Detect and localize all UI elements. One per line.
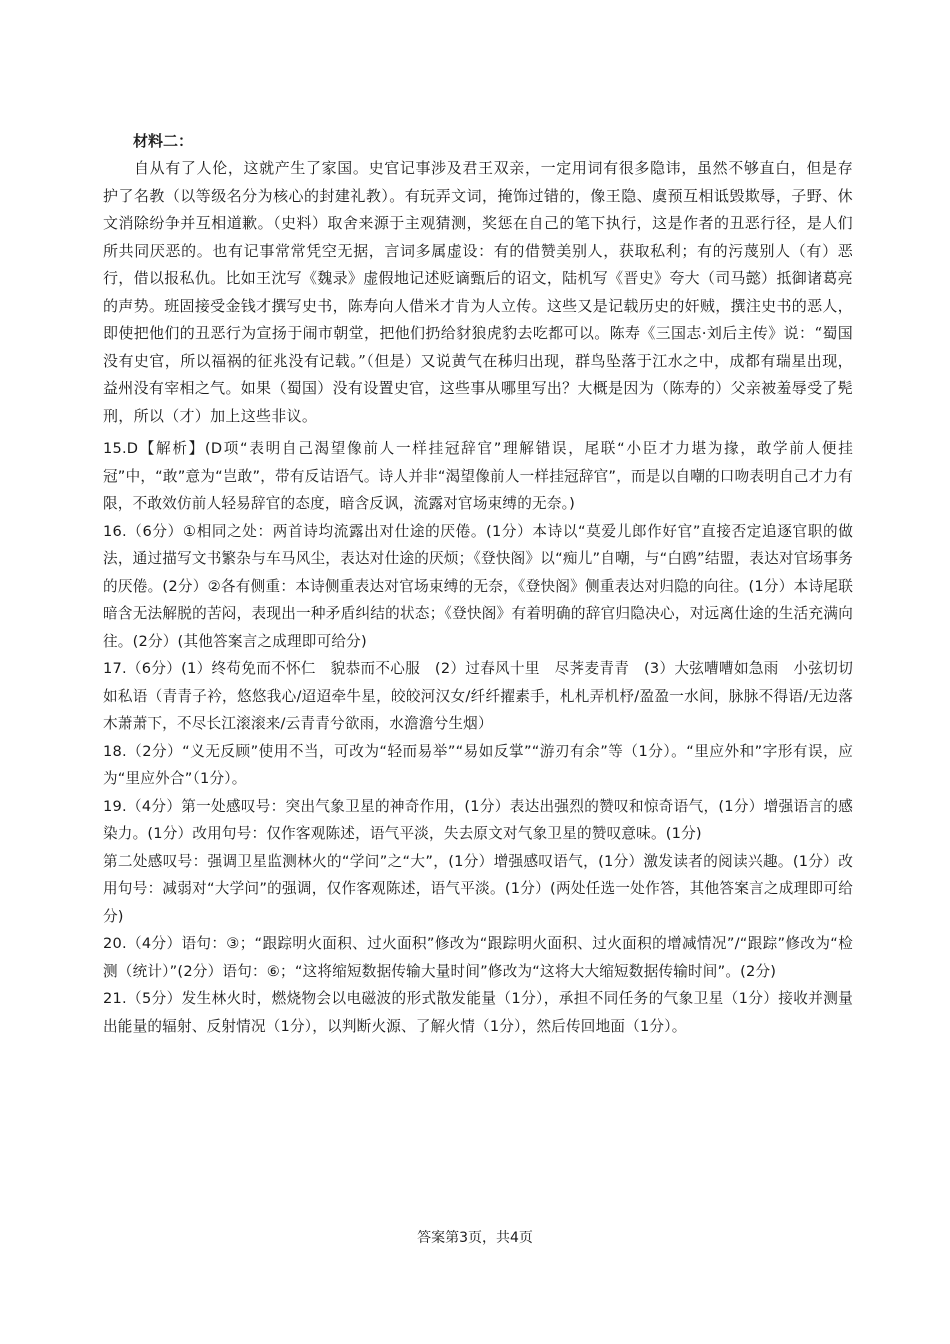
answer-17: 17.（6分）(1）终苟免而不怀仁 貌恭而不心服 (2）过春风十里 尽荠麦青青 (3）大弦嘈嘈如急雨 小弦切切如私语（青青子衿，悠悠我心/迢迢牵牛星，皎皎河汉女/纤纤擢素手，札札弄机杼/盈盈一水间，脉脉不得语/无边落木萧萧下，不尽长江滚滚来/云青青兮欲雨，水澹澹兮生烟） bbox=[103, 660, 853, 732]
answer-20: 20.（4分）语句：③；“跟踪明火面积、过火面积”修改为“跟踪明火面积、过火面积的增减情况”/“跟踪”修改为“检测（统计）”(2分）语句：⑥；“这将缩短数据传输大量时间”修改为“这将大大缩短数据传输时间”。(2分) bbox=[103, 935, 853, 980]
answer-15: 15.D【解析】(D项“表明自己渴望像前人一样挂冠辞官”理解错误，尾联“小臣才力堪为掾，敢学前人便挂冠”中，“敢”意为“岂敢”，带有反诘语气。诗人并非“渴望像前人一样挂冠辞官”，而是以自嘲的口吻表明自己才力有限，不敢效仿前人轻易辞官的态度，暗含反讽，流露对官场束缚的无奈。) bbox=[103, 440, 853, 512]
answer-19-second: 第二处感叹号：强调卫星监测林火的“学问”之“大”，(1分）增强感叹语气，(1分）激发读者的阅读兴趣。(1分）改用句号：减弱对“大学问”的强调，仅作客观陈述，语气平淡。(1分）(两处任选一处作答，其他答案言之成理即可给分) bbox=[103, 852, 853, 925]
answer-19: 19.（4分）第一处感叹号：突出气象卫星的神奇作用，(1分）表达出强烈的赞叹和惊奇语气，(1分）增强语言的感染力。(1分）改用句号：仅作客观陈述，语气平淡，失去原文对气象卫星的赞叹意味。(1分) bbox=[103, 797, 853, 842]
material-paragraph: 自从有了人伦，这就产生了家国。史官记事涉及君王双亲，一定用词有很多隐讳，虽然不够直白，但是存护了名教（以等级名分为核心的封建礼教）。有玩弄文词，掩饰过错的，像王隐、虞预互相诋毁欺辱，子野、休文消除纷争并互相道歉。（史料）取舍来源于主观猜测，奖惩在自己的笔下执行，这是作者的丑恶行径，是人们所共同厌恶的。也有记事常常凭空无据，言词多属虚设：有的借赞美别人，获取私利；有的污蔑别人（有）恶行，借以报私仇。比如王沈写《魏录》虚假地记述贬谪甄后的诏文，陆机写《晋史》夸大（司马懿）抵御诸葛亮的声势。班固接受金钱才撰写史书，陈寿向人借米才肯为人立传。这些又是记载历史的奸贼，撰注史书的恶人，即使把他们的丑恶行为宣扬于闹市朝堂，把他们扔给豺狼虎豹去吃都可以。陈寿《三国志·刘后主传》说：“蜀国没有史官，所以福祸的征兆没有记载。”（但是）又说黄气在秭归出现，群鸟坠落于江水之中，成都有瑞星出现，益州没有宰相之气。如果（蜀国）没有设置史官，这些事从哪里写出？大概是因为（陈寿的）父亲被羞辱受了髡刑，所以（才）加上这些非议。 bbox=[103, 159, 853, 425]
page-footer: 答案第3页，共4页 bbox=[417, 1230, 533, 1246]
answer-21: 21.（5分）发生林火时，燃烧物会以电磁波的形式散发能量（1分），承担不同任务的气象卫星（1分）接收并测量出能量的辐射、反射情况（1分），以判断火源、了解火情（1分），然后传回地面（1分）。 bbox=[103, 990, 853, 1035]
material-title: 材料二： bbox=[133, 132, 194, 150]
answer-page bbox=[103, 129, 853, 1040]
answer-16: 16.（6分）①相同之处：两首诗均流露出对仕途的厌倦。(1分）本诗以“莫爱儿郎作好官”直接否定追逐官职的做法，通过描写文书繁杂与车马风尘，表达对仕途的厌烦；《登快阁》以“痴儿”自嘲，与“白鸥”结盟，表达对官场事务的厌倦。(2分）②各有侧重：本诗侧重表达对官场束缚的无奈，《登快阁》侧重表达对归隐的向往。(1分）本诗尾联暗含无法解脱的苦闷，表现出一种矛盾纠结的状态；《登快阁》有着明确的辞官归隐决心，对远离仕途的生活充满向往。(2分）(其他答案言之成理即可给分) bbox=[103, 522, 853, 650]
answer-18: 18.（2分）“义无反顾”使用不当，可改为“轻而易举”“易如反掌”“游刃有余”等（1分）。“里应外和”字形有误，应为“里应外合”（1分）。 bbox=[103, 742, 853, 787]
